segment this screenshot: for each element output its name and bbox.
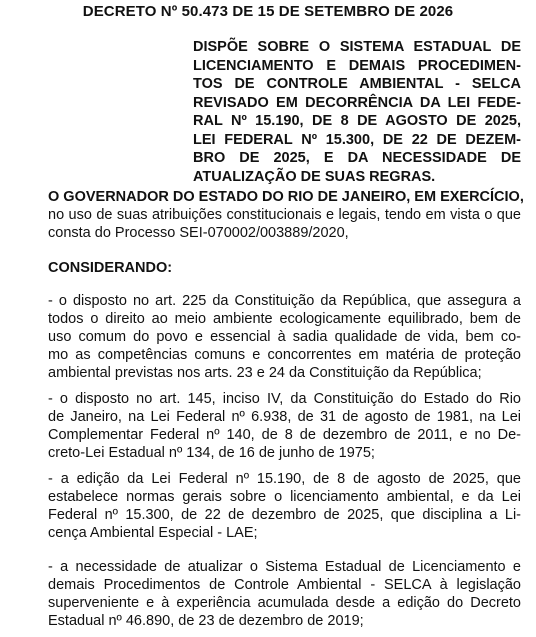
paragraph-line: estabelece normas gerais sobre o licenciamento ambiental, e da Lei	[48, 489, 521, 505]
paragraph-line: todos o direito ao meio ambiente ecologicamente equilibrado, bem de	[48, 311, 521, 327]
considering-heading: CONSIDERANDO:	[48, 260, 173, 276]
paragraph-line: superveniente e à experiência acumulada desde a edição do Decreto	[48, 595, 521, 611]
preamble-lead: O GOVERNADOR DO ESTADO DO RIO DE JANEIRO, EM EXERCÍCIO,	[48, 189, 524, 205]
paragraph-line: - o disposto no art. 225 da Constituição da República, que assegura a	[48, 293, 521, 309]
summary-line: RAL Nº 15.190, DE 8 DE AGOSTO DE 2025,	[193, 113, 521, 129]
preamble-line: consta do Processo SEI-070002/003889/2020,	[48, 225, 349, 241]
preamble-line: no uso de suas atribuições constitucionais e legais, tendo em vista o que	[48, 207, 521, 223]
paragraph-line: uso comum do povo e essencial à sadia qualidade de vida, bem co-	[48, 329, 521, 345]
summary-line: DISPÕE SOBRE O SISTEMA ESTADUAL DE	[193, 39, 521, 55]
paragraph-line: - o disposto no art. 145, inciso IV, da Constituição do Estado do Rio	[48, 391, 521, 407]
paragraph-line: de Janeiro, na Lei Federal nº 6.938, de 31 de agosto de 1981, na Lei	[48, 409, 521, 425]
paragraph-line: Complementar Federal nº 140, de 8 de dezembro de 2011, e no De-	[48, 427, 521, 443]
paragraph-line: - a edição da Lei Federal nº 15.190, de 8 de agosto de 2025, que	[48, 471, 521, 487]
considering-paragraph	[48, 292, 521, 382]
paragraph-line: - a necessidade de atualizar o Sistema Estadual de Licenciamento e	[48, 559, 521, 575]
summary-line: TOS DE CONTROLE AMBIENTAL - SELCA	[193, 76, 521, 92]
summary-line: LEI FEDERAL Nº 15.300, DE 22 DE DEZEM-	[193, 131, 521, 148]
paragraph-line: Federal nº 15.300, de 22 de dezembro de 2025, que disciplina a Li-	[48, 507, 521, 523]
decree-summary	[193, 38, 521, 186]
paragraph-line: Estadual nº 46.890, de 23 de dezembro de 2019;	[48, 613, 364, 629]
decree-title: DECRETO Nº 50.473 DE 15 DE SETEMBRO DE 2026	[82, 3, 454, 20]
summary-line: BRO DE 2025, E DA NECESSIDADE DE	[193, 150, 521, 166]
considering-paragraph	[48, 558, 521, 630]
summary-line: REVISADO EM DECORRÊNCIA DA LEI FEDE-	[193, 94, 521, 111]
summary-line: LICENCIAMENTO E DEMAIS PROCEDIMEN-	[193, 57, 521, 74]
considering-paragraph	[48, 390, 521, 462]
preamble	[48, 188, 524, 242]
paragraph-line: ambiental previstas nos arts. 23 e 24 da Constituição da República;	[48, 365, 482, 381]
summary-line: ATUALIZAÇÃO DE SUAS REGRAS.	[193, 168, 436, 185]
paragraph-line: cença Ambiental Especial - LAE;	[48, 525, 258, 541]
considering-paragraph	[48, 470, 521, 542]
paragraph-line: creto-Lei Estadual nº 134, de 16 de junho de 1975;	[48, 445, 375, 461]
paragraph-line: demais Procedimentos de Controle Ambiental - SELCA à legislação	[48, 577, 521, 593]
paragraph-line: mo as competências comuns e concorrentes em matéria de proteção	[48, 347, 521, 363]
